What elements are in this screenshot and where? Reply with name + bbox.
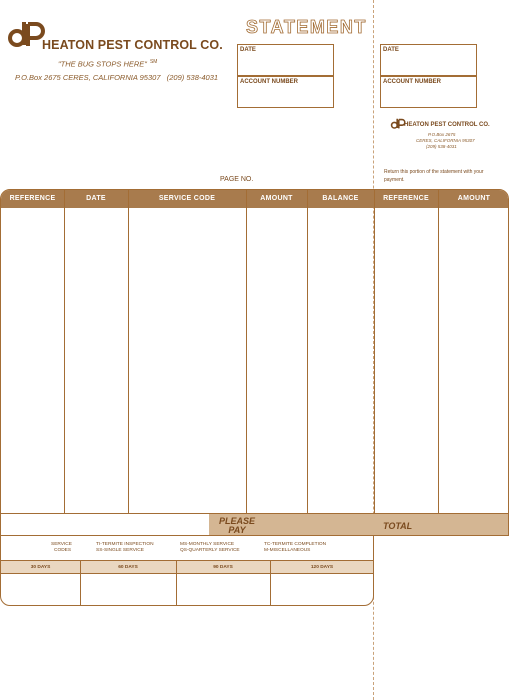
- column-divider: [176, 561, 177, 606]
- statement-table: [0, 189, 509, 536]
- company-name: HEATON PEST CONTROL CO.: [42, 38, 223, 52]
- remit-po-box: P.O.Box 2675: [428, 132, 456, 137]
- aging-header-60: 60 DAYS: [118, 565, 138, 570]
- column-divider: [80, 561, 81, 606]
- service-mark: SM: [149, 59, 158, 65]
- service-code-item: M-MISCELLANEOUS: [264, 548, 311, 553]
- return-note: Return this portion of the statement with your payment.: [384, 169, 484, 183]
- hp-monogram-icon: [6, 18, 46, 52]
- service-code-item: MS-MONTHLY SERVICE: [180, 542, 235, 547]
- service-code-item: TC-TERMITE COMPLETION: [264, 542, 327, 547]
- col-header-reference: REFERENCE: [9, 195, 56, 202]
- table-footer: [1, 513, 508, 536]
- column-divider: [307, 190, 308, 513]
- column-divider: [246, 190, 247, 513]
- aging-table: [0, 560, 374, 606]
- account-number-box[interactable]: [237, 76, 334, 108]
- service-codes-legend: [0, 536, 374, 560]
- col-header-remit-reference: REFERENCE: [383, 195, 429, 202]
- please-pay-label: PLEASE PAY: [218, 516, 255, 535]
- aging-header-30: 30 DAYS: [30, 565, 51, 570]
- column-divider: [64, 190, 65, 513]
- total-label: TOTAL: [383, 521, 413, 531]
- service-codes-label: SERVICE: [51, 542, 72, 547]
- remit-logo: [390, 117, 500, 157]
- remit-phone: (209) 538-4031: [426, 144, 457, 149]
- company-phone: (209) 538-4031: [166, 73, 219, 82]
- col-header-amount: AMOUNT: [260, 195, 293, 202]
- column-divider: [438, 190, 439, 513]
- company-slogan: "THE BUG STOPS HERE" ℠: [58, 59, 158, 69]
- col-header-balance: BALANCE: [322, 195, 359, 202]
- company-logo: [6, 18, 236, 58]
- statement-title: STATEMENT: [246, 17, 367, 37]
- account-number-label: ACCOUNT NUMBER: [240, 79, 298, 85]
- company-address: P.O.Box 2675 CERES, CALIFORNIA 95307 (209) 538-4031: [15, 73, 219, 82]
- remit-date-box[interactable]: [380, 44, 477, 76]
- service-codes-label: CODES: [54, 548, 72, 553]
- service-code-item: QS-QUARTERLY SERVICE: [180, 548, 240, 553]
- aging-header: [1, 561, 373, 574]
- date-box[interactable]: [237, 44, 334, 76]
- remit-account-number-box[interactable]: [380, 76, 477, 108]
- col-header-service-code: SERVICE CODE: [158, 195, 216, 202]
- col-header-date: DATE: [86, 195, 106, 202]
- aging-header-120: 120 DAYS: [310, 565, 334, 570]
- col-header-remit-amount: AMOUNT: [457, 195, 491, 202]
- service-code-item: TI-TERMITE INSPECTION: [96, 542, 154, 547]
- aging-header-90: 90 DAYS: [213, 565, 233, 570]
- column-divider: [374, 190, 375, 536]
- table-header: [1, 190, 508, 208]
- remit-city: CERES, CALIFORNIA 95307: [416, 138, 475, 143]
- remit-account-number-label: ACCOUNT NUMBER: [383, 79, 441, 85]
- column-divider: [128, 190, 129, 513]
- remit-date-label: DATE: [383, 47, 399, 53]
- page-number-label: PAGE NO.: [220, 176, 254, 183]
- service-code-item: SS-SINGLE SERVICE: [96, 548, 144, 553]
- date-label: DATE: [240, 47, 256, 53]
- column-divider: [270, 561, 271, 606]
- remit-company-name: HEATON PEST CONTROL CO.: [404, 122, 490, 128]
